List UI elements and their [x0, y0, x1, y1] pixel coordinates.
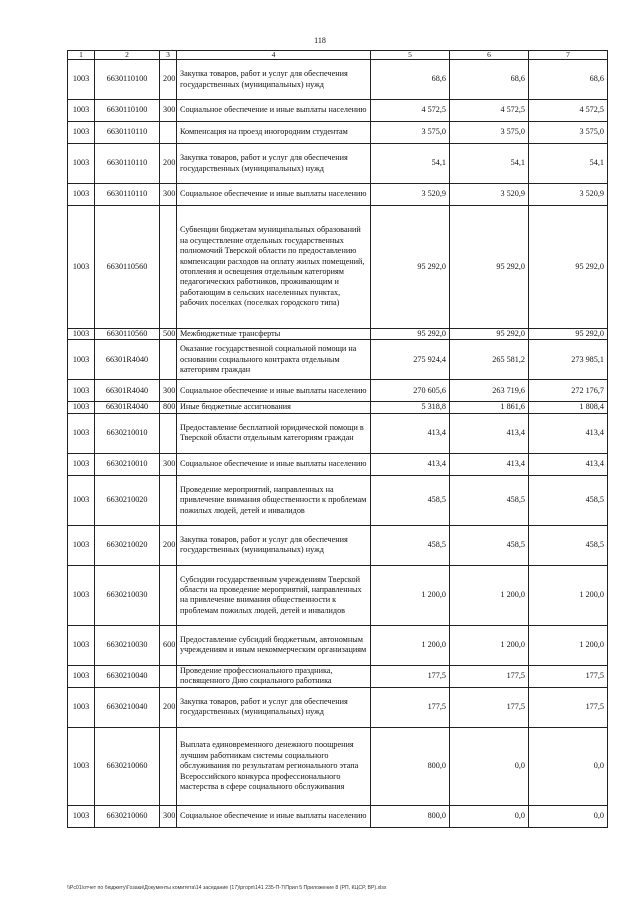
section-code-cell: 1003	[68, 60, 95, 100]
target-article-cell: 6630110110	[95, 184, 160, 206]
table-row	[68, 60, 608, 100]
expense-type-cell: 200	[160, 144, 177, 184]
section-code-cell: 1003	[68, 525, 95, 565]
target-article-cell: 66301R4040	[95, 380, 160, 402]
target-article-cell: 66301R4040	[95, 340, 160, 380]
target-article-cell: 6630110100	[95, 60, 160, 100]
table-row	[68, 402, 608, 413]
item-name-cell: Социальное обеспечение и иные выплаты населению	[177, 100, 371, 122]
target-article-cell: 66301R4040	[95, 402, 160, 413]
amount-year-3-cell: 95 292,0	[529, 206, 608, 329]
amount-year-1-cell: 1 200,0	[371, 565, 450, 625]
amount-year-1-cell: 275 924,4	[371, 340, 450, 380]
item-name-cell: Закупка товаров, работ и услуг для обеспечения государственных (муниципальных) нужд	[177, 60, 371, 100]
amount-year-1-cell: 458,5	[371, 525, 450, 565]
expense-type-cell: 600	[160, 625, 177, 665]
table-row	[68, 805, 608, 827]
expense-type-cell: 200	[160, 687, 177, 727]
expense-type-cell	[160, 565, 177, 625]
section-code-cell: 1003	[68, 340, 95, 380]
amount-year-2-cell: 458,5	[450, 525, 529, 565]
section-code-cell: 1003	[68, 805, 95, 827]
table-row	[68, 100, 608, 122]
item-name-cell: Выплата единовременного денежного поощрения лучшим работникам системы социального обслуживания по результатам регионального этапа Всероссийского конкурса профессионального мастерства в сфере социального обслуживания	[177, 727, 371, 805]
table-row	[68, 144, 608, 184]
target-article-cell: 6630210030	[95, 565, 160, 625]
target-article-cell: 6630110560	[95, 206, 160, 329]
amount-year-2-cell: 1 200,0	[450, 565, 529, 625]
table-row	[68, 687, 608, 727]
amount-year-1-cell: 270 605,6	[371, 380, 450, 402]
amount-year-3-cell: 458,5	[529, 475, 608, 525]
expense-type-cell: 300	[160, 453, 177, 475]
amount-year-1-cell: 177,5	[371, 665, 450, 687]
table-row	[68, 340, 608, 380]
table-row	[68, 625, 608, 665]
expense-type-cell	[160, 340, 177, 380]
section-code-cell: 1003	[68, 184, 95, 206]
expense-type-cell: 300	[160, 184, 177, 206]
amount-year-2-cell: 4 572,5	[450, 100, 529, 122]
table-row	[68, 380, 608, 402]
table-row	[68, 206, 608, 329]
item-name-cell: Субвенции бюджетам муниципальных образований на осуществление отдельных государственных полномочий Тверской области по предоставлению компенсации расходов на оплату жилых помещений, отопления и освещения отдельным категориям педагогических работников, проживающим и работающим в сельских населенных пунктах, рабочих поселках (поселках городского типа)	[177, 206, 371, 329]
table-row	[68, 525, 608, 565]
target-article-cell: 6630110560	[95, 329, 160, 340]
amount-year-3-cell: 413,4	[529, 413, 608, 453]
item-name-cell: Закупка товаров, работ и услуг для обеспечения государственных (муниципальных) нужд	[177, 525, 371, 565]
expense-type-cell: 300	[160, 380, 177, 402]
target-article-cell: 6630110110	[95, 122, 160, 144]
item-name-cell: Субсидии государственным учреждениям Тверской области на проведение мероприятий, направленных на привлечение внимания общественности к проблемам пожилых людей, детей и инвалидов	[177, 565, 371, 625]
amount-year-1-cell: 95 292,0	[371, 206, 450, 329]
expense-type-cell: 200	[160, 525, 177, 565]
column-number-row	[68, 51, 608, 60]
amount-year-1-cell: 3 520,9	[371, 184, 450, 206]
section-code-cell: 1003	[68, 402, 95, 413]
table-row	[68, 727, 608, 805]
item-name-cell: Закупка товаров, работ и услуг для обеспечения государственных (муниципальных) нужд	[177, 687, 371, 727]
budget-table	[67, 50, 608, 828]
target-article-cell: 6630210010	[95, 453, 160, 475]
item-name-cell: Оказание государственной социальной помощи на основании социального контракта отдельным категориям граждан	[177, 340, 371, 380]
table-row	[68, 122, 608, 144]
amount-year-2-cell: 177,5	[450, 665, 529, 687]
page-number: 118	[314, 36, 326, 45]
amount-year-1-cell: 54,1	[371, 144, 450, 184]
expense-type-cell	[160, 413, 177, 453]
column-number: 2	[95, 51, 160, 60]
amount-year-3-cell: 3 575,0	[529, 122, 608, 144]
amount-year-2-cell: 265 581,2	[450, 340, 529, 380]
amount-year-3-cell: 1 808,4	[529, 402, 608, 413]
amount-year-1-cell: 413,4	[371, 453, 450, 475]
amount-year-2-cell: 95 292,0	[450, 329, 529, 340]
amount-year-2-cell: 1 861,6	[450, 402, 529, 413]
section-code-cell: 1003	[68, 625, 95, 665]
amount-year-3-cell: 458,5	[529, 525, 608, 565]
target-article-cell: 6630210010	[95, 413, 160, 453]
amount-year-1-cell: 5 318,8	[371, 402, 450, 413]
expense-type-cell	[160, 475, 177, 525]
amount-year-1-cell: 1 200,0	[371, 625, 450, 665]
item-name-cell: Компенсация на проезд иногородним студентам	[177, 122, 371, 144]
section-code-cell: 1003	[68, 100, 95, 122]
amount-year-1-cell: 3 575,0	[371, 122, 450, 144]
amount-year-1-cell: 177,5	[371, 687, 450, 727]
expense-type-cell	[160, 122, 177, 144]
section-code-cell: 1003	[68, 206, 95, 329]
amount-year-3-cell: 0,0	[529, 727, 608, 805]
target-article-cell: 6630210020	[95, 525, 160, 565]
amount-year-3-cell: 0,0	[529, 805, 608, 827]
amount-year-1-cell: 800,0	[371, 727, 450, 805]
expense-type-cell: 300	[160, 100, 177, 122]
expense-type-cell: 500	[160, 329, 177, 340]
section-code-cell: 1003	[68, 687, 95, 727]
amount-year-2-cell: 413,4	[450, 453, 529, 475]
column-number: 5	[371, 51, 450, 60]
item-name-cell: Проведение профессионального праздника, посвященного Дню социального работника	[177, 665, 371, 687]
amount-year-3-cell: 3 520,9	[529, 184, 608, 206]
item-name-cell: Закупка товаров, работ и услуг для обеспечения государственных (муниципальных) нужд	[177, 144, 371, 184]
item-name-cell: Проведение мероприятий, направленных на привлечение внимания общественности к проблемам пожилых людей, детей и инвалидов	[177, 475, 371, 525]
expense-type-cell	[160, 665, 177, 687]
table-row	[68, 665, 608, 687]
amount-year-3-cell: 54,1	[529, 144, 608, 184]
item-name-cell: Межбюджетные трансферты	[177, 329, 371, 340]
table-row	[68, 565, 608, 625]
amount-year-3-cell: 177,5	[529, 687, 608, 727]
target-article-cell: 6630210020	[95, 475, 160, 525]
section-code-cell: 1003	[68, 413, 95, 453]
column-number: 7	[529, 51, 608, 60]
target-article-cell: 6630110110	[95, 144, 160, 184]
item-name-cell: Социальное обеспечение и иные выплаты населению	[177, 380, 371, 402]
section-code-cell: 1003	[68, 475, 95, 525]
amount-year-2-cell: 0,0	[450, 727, 529, 805]
column-number: 4	[177, 51, 371, 60]
item-name-cell: Предоставление бесплатной юридической помощи в Тверской области отдельным категориям граждан	[177, 413, 371, 453]
amount-year-1-cell: 68,6	[371, 60, 450, 100]
amount-year-2-cell: 68,6	[450, 60, 529, 100]
expense-type-cell	[160, 206, 177, 329]
amount-year-1-cell: 95 292,0	[371, 329, 450, 340]
section-code-cell: 1003	[68, 727, 95, 805]
column-number: 1	[68, 51, 95, 60]
amount-year-2-cell: 54,1	[450, 144, 529, 184]
amount-year-3-cell: 68,6	[529, 60, 608, 100]
target-article-cell: 6630210040	[95, 665, 160, 687]
amount-year-3-cell: 177,5	[529, 665, 608, 687]
amount-year-2-cell: 3 520,9	[450, 184, 529, 206]
section-code-cell: 1003	[68, 380, 95, 402]
amount-year-2-cell: 263 719,6	[450, 380, 529, 402]
target-article-cell: 6630210060	[95, 727, 160, 805]
table-row	[68, 329, 608, 340]
amount-year-3-cell: 95 292,0	[529, 329, 608, 340]
section-code-cell: 1003	[68, 329, 95, 340]
item-name-cell: Социальное обеспечение и иные выплаты населению	[177, 453, 371, 475]
item-name-cell: Предоставление субсидий бюджетным, автономным учреждениям и иным некоммерческим организациям	[177, 625, 371, 665]
column-number: 3	[160, 51, 177, 60]
target-article-cell: 6630210060	[95, 805, 160, 827]
amount-year-2-cell: 458,5	[450, 475, 529, 525]
amount-year-3-cell: 1 200,0	[529, 565, 608, 625]
section-code-cell: 1003	[68, 144, 95, 184]
section-code-cell: 1003	[68, 453, 95, 475]
amount-year-1-cell: 413,4	[371, 413, 450, 453]
item-name-cell: Иные бюджетные ассигнования	[177, 402, 371, 413]
amount-year-2-cell: 3 575,0	[450, 122, 529, 144]
table-row	[68, 475, 608, 525]
amount-year-2-cell: 0,0	[450, 805, 529, 827]
table-row	[68, 184, 608, 206]
amount-year-3-cell: 413,4	[529, 453, 608, 475]
expense-type-cell	[160, 727, 177, 805]
amount-year-2-cell: 177,5	[450, 687, 529, 727]
item-name-cell: Социальное обеспечение и иные выплаты населению	[177, 184, 371, 206]
expense-type-cell: 200	[160, 60, 177, 100]
amount-year-2-cell: 1 200,0	[450, 625, 529, 665]
section-code-cell: 1003	[68, 122, 95, 144]
section-code-cell: 1003	[68, 665, 95, 687]
amount-year-2-cell: 413,4	[450, 413, 529, 453]
file-path-footer: \\Pc01\отчет по бюджету\Гозаки\Документы комитета\14 заседание (17)\ргорп\141 235-П-7\Прил 5 Приложение 8 (РП, КЦСР, ВР).xlsx	[67, 885, 387, 891]
amount-year-1-cell: 4 572,5	[371, 100, 450, 122]
table-row	[68, 453, 608, 475]
expense-type-cell: 800	[160, 402, 177, 413]
expense-type-cell: 300	[160, 805, 177, 827]
column-number: 6	[450, 51, 529, 60]
section-code-cell: 1003	[68, 565, 95, 625]
amount-year-2-cell: 95 292,0	[450, 206, 529, 329]
amount-year-3-cell: 4 572,5	[529, 100, 608, 122]
amount-year-1-cell: 800,0	[371, 805, 450, 827]
target-article-cell: 6630210030	[95, 625, 160, 665]
target-article-cell: 6630110100	[95, 100, 160, 122]
amount-year-1-cell: 458,5	[371, 475, 450, 525]
amount-year-3-cell: 273 985,1	[529, 340, 608, 380]
item-name-cell: Социальное обеспечение и иные выплаты населению	[177, 805, 371, 827]
amount-year-3-cell: 272 176,7	[529, 380, 608, 402]
amount-year-3-cell: 1 200,0	[529, 625, 608, 665]
table-row	[68, 413, 608, 453]
target-article-cell: 6630210040	[95, 687, 160, 727]
